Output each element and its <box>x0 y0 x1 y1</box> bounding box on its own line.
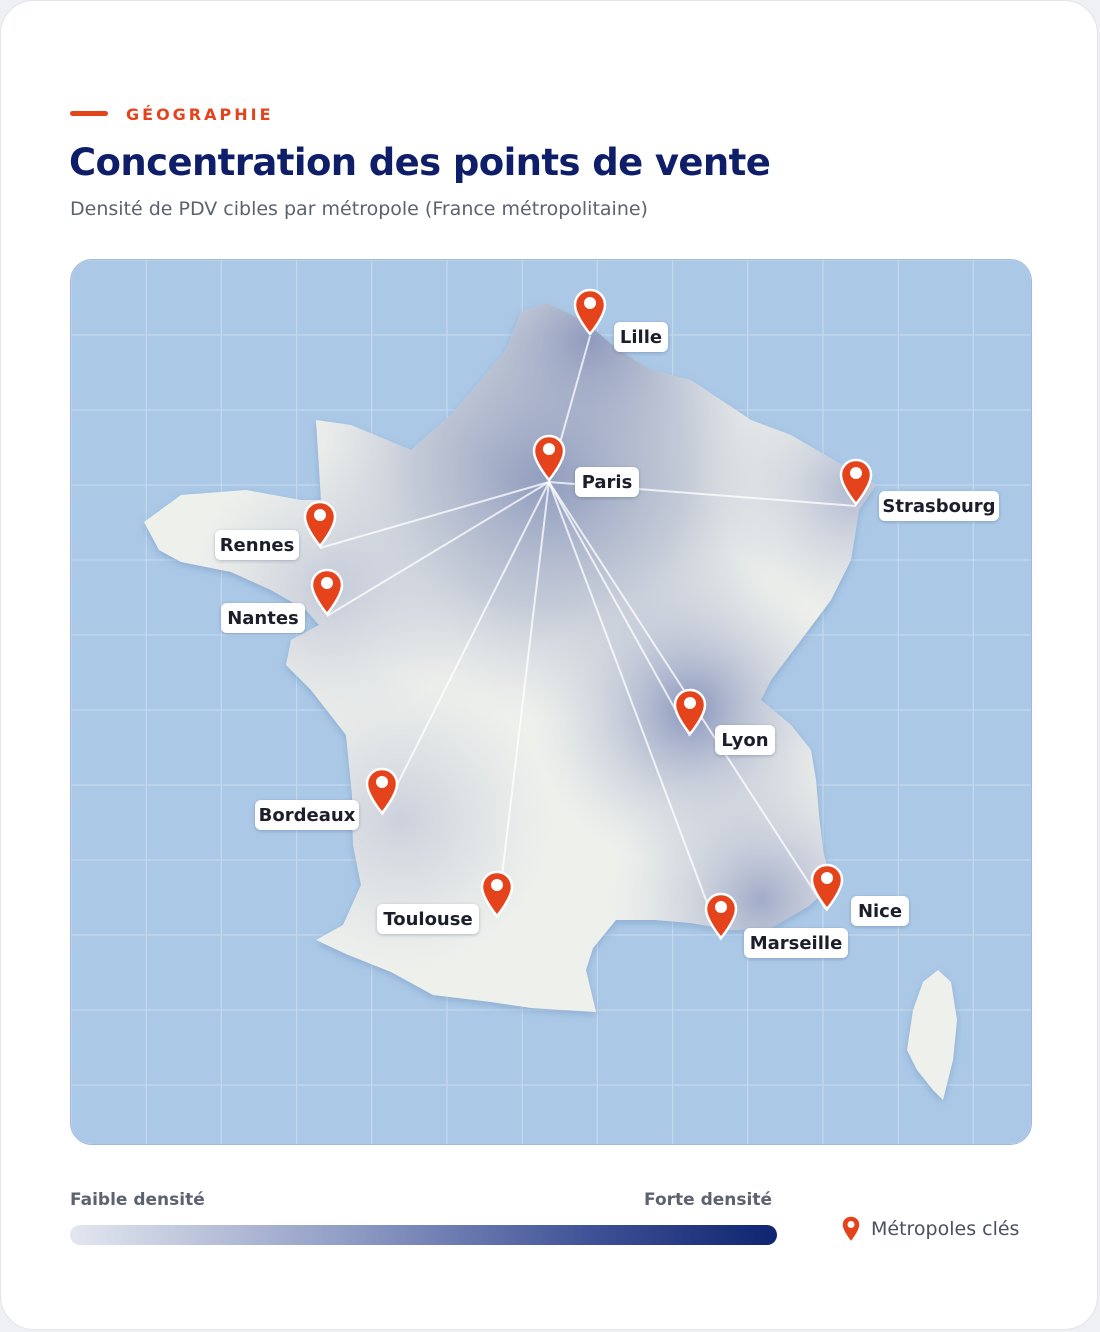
city-label-strasbourg <box>879 491 999 521</box>
map-pin-dot <box>684 697 696 709</box>
city-label-nice <box>851 896 909 926</box>
legend-high-label: Forte densité <box>644 1190 772 1210</box>
city-name: Marseille <box>749 933 843 954</box>
city-name: Bordeaux <box>258 805 356 826</box>
city-name: Lyon <box>721 730 769 751</box>
city-label-lyon <box>715 725 775 755</box>
map-canvas <box>71 260 1032 1145</box>
city-label-lille <box>614 322 668 352</box>
city-name: Rennes <box>219 535 295 556</box>
page-title: Concentration des points de vente <box>69 141 771 184</box>
legend-low-label: Faible densité <box>70 1190 205 1210</box>
map-pin-dot <box>491 879 503 891</box>
map-pin-dot <box>543 443 555 455</box>
city-name: Strasbourg <box>882 496 996 517</box>
map-pin-dot <box>850 467 862 479</box>
city-label-nantes <box>221 603 305 633</box>
map-pin-dot <box>715 901 727 913</box>
density-gradient-bar <box>70 1225 777 1245</box>
city-label-paris <box>575 467 639 497</box>
france-map[interactable] <box>70 259 1032 1145</box>
city-name: Nice <box>857 901 903 922</box>
city-name: Paris <box>581 472 633 493</box>
legend-marker-label: Métropoles clés <box>871 1218 1020 1240</box>
city-label-bordeaux <box>255 800 359 830</box>
map-pin-dot <box>314 509 326 521</box>
city-name: Nantes <box>227 608 299 629</box>
eyebrow-label: GÉOGRAPHIE <box>126 105 274 124</box>
city-name: Toulouse <box>383 909 473 930</box>
map-pin-dot <box>376 776 388 788</box>
eyebrow-accent-bar <box>70 111 108 116</box>
city-label-rennes <box>215 530 299 560</box>
page-subtitle: Densité de PDV cibles par métropole (France métropolitaine) <box>70 198 648 220</box>
map-pin-icon <box>841 1215 861 1243</box>
city-name: Lille <box>619 327 663 348</box>
map-pin-dot <box>821 872 833 884</box>
map-pin-dot <box>321 577 333 589</box>
map-pin-dot <box>584 297 596 309</box>
city-label-toulouse <box>377 904 479 934</box>
city-label-marseille <box>744 928 848 958</box>
legend-marker-key <box>841 1215 1019 1243</box>
